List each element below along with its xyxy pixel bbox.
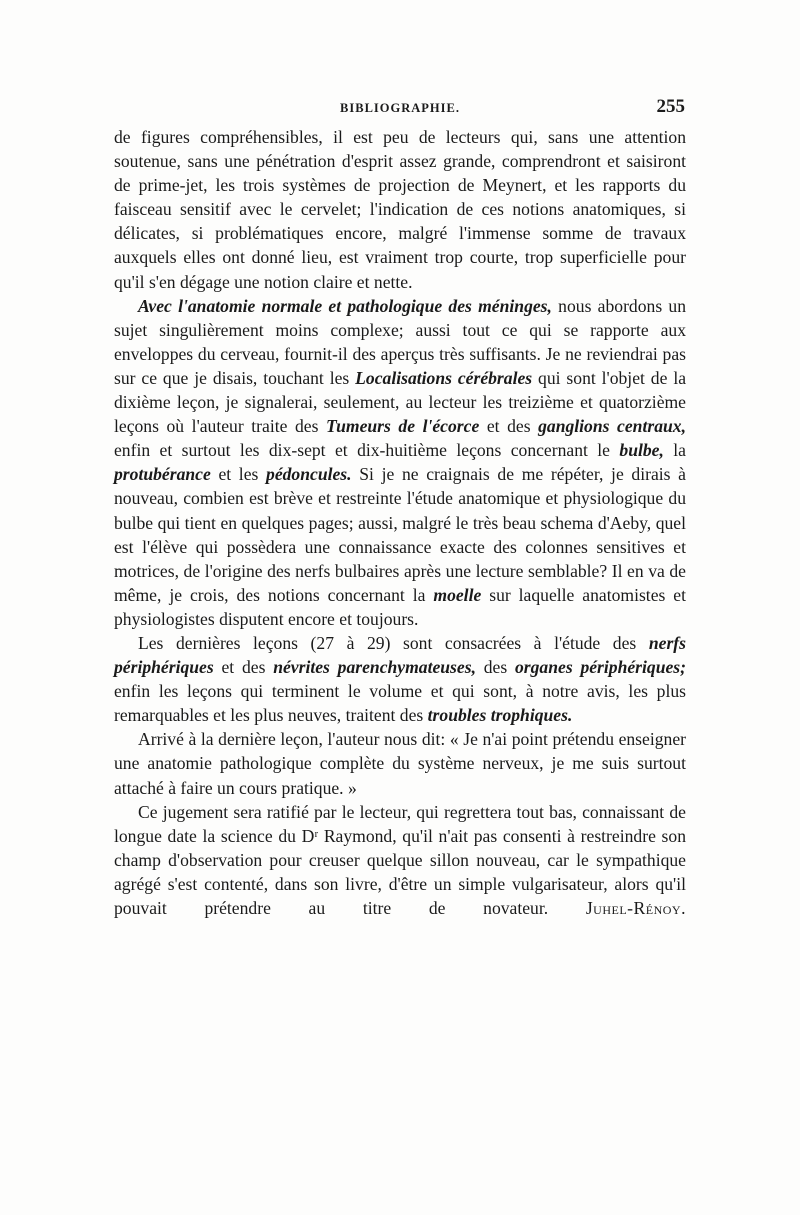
paragraph-5 xyxy=(114,800,686,920)
text-span: enfin et surtout les dix-sept et dix-huitième leçons concernant le xyxy=(114,440,620,461)
term-troubles: troubles trophiques. xyxy=(427,705,573,726)
text-span: qui sont l'objet de la dixième leçon, je signalerai, seulement, au lecteur les treizième et quatorzième leçons où l'auteur traite des xyxy=(114,367,687,437)
page-number: 255 xyxy=(656,96,685,117)
term-nevrites: névrites parenchymateuses, xyxy=(273,657,476,678)
paragraph-4: Arrivé à la dernière leçon, l'auteur nous dit: « Je n'ai point prétendu enseigner une anatomie pathologique complète du système nerveux, je me suis surtout attaché à faire un cours pratique. » xyxy=(114,729,686,798)
paragraph-1: de figures compréhensibles, il est peu de lecteurs qui, sans une attention soutenue, sans une pénétration d'esprit assez grande, comprendront et saisiront de prime-jet, les trois systèmes de projection de Meynert, et les rapports du faisceau sensitif avec le cervelet; l'indication de ces notions anatomiques, si délicates, si problématiques encore, malgré l'immense somme de travaux auxquels elles ont donné lieu, est vraiment trop courte, trop superficielle pour qu'il s'en dégage une notion claire et nette. xyxy=(114,127,686,292)
page-header xyxy=(115,96,685,120)
text-span: Si je ne craignais de me répéter, je dirais à nouveau, combien est brève et restreinte l'étude anatomique et physiologique du bulbe qui tient en quelques pages; aussi, malgré le très beau schema d'Aeby, quel est l'élève qui possèdera une connaissance exacte des colonnes sensitives et motrices, de l'origine des nerfs bulbaires après une lecture semblable? Il en va de même, je crois, des notions concernant la xyxy=(114,464,686,605)
term-pedoncules: pédoncules. xyxy=(266,464,352,485)
text-span: Ce jugement sera ratifié par le lecteur, qui regrettera tout bas, connaissant de longue date la science du Dʳ Raymond, qu'il n'ait pas consenti à restreindre son champ d'observation pour creuser quelque sillon nouveau, car le sympathique agrégé s'est contenté, dans son livre, d'être un simple vulgarisateur, alors qu'il pouvait prétendre au titre de novateur. xyxy=(114,801,686,918)
paragraph-3 xyxy=(114,631,686,727)
text-span: et des xyxy=(213,657,274,678)
text-span: des xyxy=(475,657,515,678)
term-localisations: Localisations cérébrales xyxy=(355,367,533,388)
term-bulbe: bulbe, xyxy=(619,440,664,461)
running-head: BIBLIOGRAPHIE. xyxy=(340,101,460,115)
text-span: et des xyxy=(479,416,539,437)
text-span: Les dernières leçons (27 à 29) sont consacrées à l'étude des xyxy=(138,632,649,653)
text-span: la xyxy=(663,440,686,461)
term-moelle: moelle xyxy=(433,584,482,605)
title-meninges: Avec l'anatomie normale et pathologique des méninges, xyxy=(138,295,552,316)
text-span: enfin les leçons qui terminent le volume et qui sont, à notre avis, les plus remarquables et les plus neuves, traitent des xyxy=(114,681,686,726)
text-span: et les xyxy=(210,464,267,485)
text-span: sur laquelle anatomistes et physiologistes disputent encore et toujours. xyxy=(114,584,686,629)
term-organes: organes périphériques; xyxy=(514,657,687,678)
term-protuberance: protubérance xyxy=(114,464,211,485)
author-signature: Juhel-Rénoy. xyxy=(585,898,686,918)
body-text xyxy=(114,125,686,920)
paragraph-2 xyxy=(114,294,686,631)
term-ganglions: ganglions centraux, xyxy=(538,416,686,437)
text-span: nous abordons un sujet singulièrement moins complexe; aussi tout ce qui se rapporte aux enveloppes du cerveau, fournit-il des aperçus très suffisants. Je ne reviendrai pas sur ce que je disais, touchant les xyxy=(114,295,686,388)
term-tumeurs: Tumeurs de l'écorce xyxy=(326,416,480,437)
term-nerfs: nerfs périphériques xyxy=(114,632,686,678)
